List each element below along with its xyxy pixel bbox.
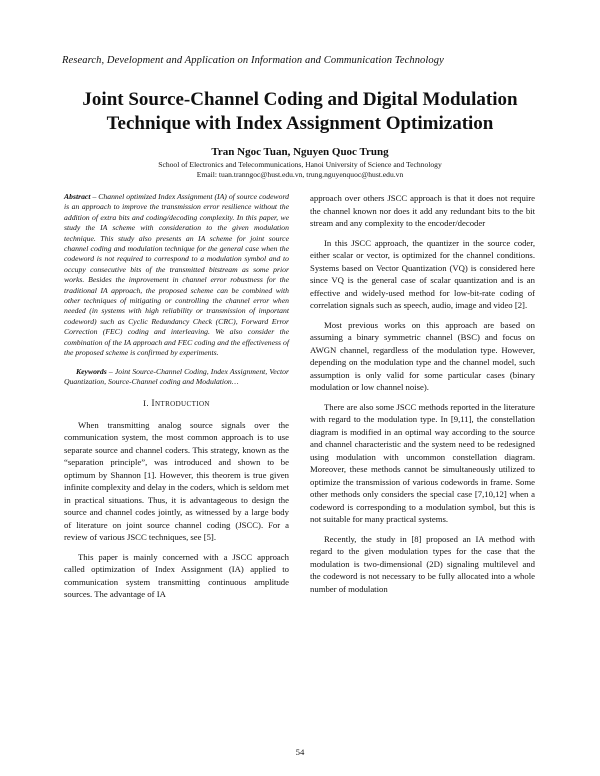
keywords-text: – Joint Source-Channel Coding, Index Assignment, Vector Quantization, Source-Channel coding and Modulation… bbox=[64, 366, 289, 386]
abstract-label: Abstract bbox=[64, 192, 91, 201]
paragraph: Recently, the study in [8] proposed an IA method with regard to the given modulation types for the case that the modulation is two-dimensional (2D) signaling multilevel and the codeword is not necessary to be fully allocated into a whole number of modulation bbox=[310, 533, 535, 594]
paragraph: Most previous works on this approach are based on assuming a binary symmetric channel (BSC) and focus on AWGN channel, regardless of the modulation type. However, depending on the modulation type and the channel model, such assumption is only valid for some particular cases (binary modulation or low channel noise). bbox=[310, 319, 535, 392]
keywords-label: Keywords bbox=[76, 366, 107, 376]
abstract-text: – Channel optimized Index Assignment (IA) of source codeword is an approach to improve the transmission error resilience without the addition of extra bits and coding/decoding complexity. In this paper, we study the IA scheme with consideration to the given modulation technique. This study also presents an IA scheme for joint source channel coding and modulation technique for the general case when the codeword is not required to correspond to a modulation symbol and to occupy consecutive bits of the transmitted bitstream as some prior works. Besides the improvement in channel error robustness for the traditional IA approach, the proposed scheme can be combined with other techniques of mitigating or controlling the channel error when needed (in systems with high reliability or transmission of important codeword) such as Cyclic Redundancy Check (CRC), Forward Error Correction (FEC) coding and interleaving. We also consider the combination of the IA approach and FEC coding and the effectiveness of the proposed scheme is confirmed by experiments. bbox=[64, 192, 289, 358]
keywords bbox=[64, 367, 289, 388]
paragraph: There are also some JSCC methods reported in the literature with regard to the modulation type. In [9,11], the constellation diagram is modified in an optimal way according to the source and channel characteristic and the system need to be redesigned using modulation with uncommon constellation diagram. Moreover, these methods cannot be simultaneously utilized to optimize the transmission of various codewords in frame. Some other methods only considers the special case [7,10,12] when a codeword is corresponding to a modulation symbol, but this is not suitable for many practical systems. bbox=[310, 401, 535, 524]
paragraph: approach over others JSCC approach is that it does not require the channel known nor does it add any redundant bits to the bit stream and any complexity to the encoder/decoder bbox=[310, 193, 535, 228]
paragraph: This paper is mainly concerned with a JSCC approach called optimization of Index Assignment (IA) applied to communication system transmitting continuous amplitude sources. The advantage of IA bbox=[64, 551, 289, 600]
paper-title-line-2: Technique with Index Assignment Optimization bbox=[106, 113, 494, 134]
section-rest: NTRODUCTION bbox=[154, 400, 210, 409]
abstract bbox=[64, 192, 289, 359]
paper-title bbox=[40, 88, 560, 136]
paper-title-line-1: Joint Source-Channel Coding and Digital Modulation bbox=[82, 89, 518, 110]
authors: Tran Ngoc Tuan, Nguyen Quoc Trung bbox=[211, 146, 389, 158]
section-numeral: I. bbox=[143, 398, 152, 409]
paragraph: When transmitting analog source signals over the communication system, the most common approach is to use separate source and channel coders. This strategy, known as the “separation principle”, was introduced and shown to be optimum by Shannon [1]. However, this theorem is true given infinite complexity and delay in the coders, which is seldom met in practical situations. Thus, it is advantageous to design the source and channel codes jointly, as witnessed by a large body of literature on joint source channel coding (JSCC). For a review of various JSCC techniques, see [5]. bbox=[64, 419, 289, 543]
institution: School of Electronics and Telecommunications, Hanoi University of Science and Technology bbox=[158, 160, 442, 169]
email: Email: tuan.tranngoc@hust.edu.vn, trung.nguyenquoc@hust.edu.vn bbox=[196, 169, 404, 179]
section-heading-introduction bbox=[64, 397, 289, 411]
right-column bbox=[310, 192, 535, 602]
journal-header: Research, Development and Application on Information and Communication Technology bbox=[62, 55, 444, 66]
affiliation bbox=[0, 160, 600, 179]
page-number: 54 bbox=[295, 747, 305, 757]
paragraph: In this JSCC approach, the quantizer in the source coder, either scalar or vector, is optimized for the channel conditions. Systems based on Vector Quantization (VQ) is considered here since VQ is the general case of scalar quantization and is an effective and widely-used method for low-bit-rate coding of correlation signals such as speech, audio, image and video [2]. bbox=[310, 237, 535, 310]
section-first-letter: I bbox=[151, 398, 155, 409]
left-column bbox=[64, 192, 289, 608]
